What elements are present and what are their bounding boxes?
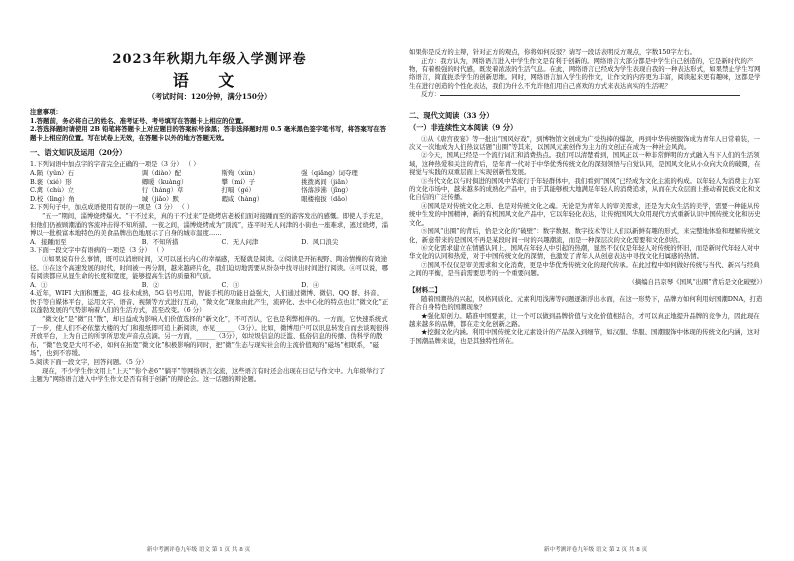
q1-opt: B.褒（xié）形 — [30, 177, 72, 186]
exam-title: 2023年秋期九年级入学测评卷 — [112, 52, 307, 67]
q1-opt: D.校（lìng）角 — [30, 194, 75, 203]
q1-options — [30, 169, 389, 203]
q1-opt: 暇咸（hàng） — [221, 194, 264, 203]
q1-opt: 调（diào）配 — [141, 168, 182, 177]
reading-para: ⑦国风不仅仅是审美需求和文化消费，更是中华优秀传统文化的现代传承。在此过程中如何做好传统与当代、新兴与经典之间的平衡，是当前需要思考的一个重要问题。 — [409, 260, 760, 278]
q3-opt: C．③ — [221, 280, 240, 289]
q1-opt: A.陨（yǔn）石 — [30, 168, 75, 177]
q1-opt: 斯殉（xùn） — [221, 168, 259, 177]
question-3: 3.下面一段文字中有语病的一项是（3 分） （ ） — [30, 246, 168, 255]
q1-opt: 攀（mí）子 — [221, 177, 256, 186]
reading-para: ③当代文化以与时俱进的国风中华流行于年轻群体中，我们看到“国风”已经成为文化主流的构成。以年轻人为消费主力军的文化市场中，越来越多的成熟化产品中，由于其能够极大地满足年轻人的消费追求，从而在大众层面上推动着民族文化和文化自信的广泛传播。 — [409, 176, 761, 202]
page-footer: 新中考测评卷九年级 语文 第 2 页 共 8 页 — [543, 547, 648, 553]
q3-opt: D．④ — [301, 280, 320, 289]
q3-opt: B．② — [141, 280, 160, 289]
q1-opt: 强（qiǎng）词夺理 — [301, 168, 358, 177]
reading-para: ①从《唐宫夜宴》等一批出“国风好戏”，到博物馆文创成为广受热捧的爆款，再到中华传统服饰成为青年人日常着装，一次又一次地成为人们热议话题“出圈”等其来，以国风元素创作为主力的文创正在成为一种社会风尚。 — [409, 134, 760, 152]
source-citation: （摘编自吕京琴《国风“出圈”背后是文化破壁》） — [628, 277, 766, 286]
pro-argument: 正方：我方认为，网络语言进入中学生作文是有利于创新的。网络语言大部分都是中学生自己创造的，它是新时代的产物，有着极强的时代感，既发着浓浓的生活气息。在此，网络语言已经成为学生表现自我的一种表达形式，如果禁止学生写网络语言，简直扼杀学生的创新思维。同时，网络语言加入学生的作文，让作文的内容更为丰富，阅读起来更有趣味，这都是学生在进行创造的个性化表达，我们为什么不允许他们用自己喜欢的方式来表达真实的生活呢？ — [409, 56, 761, 90]
q1-opt: 恪落涉沸（jǐng） — [301, 186, 352, 195]
q5-passage: 现在，不少学生作文用上“上天”“你个老6”“躺平”等网络语言交流，这些语言有时还会出现在日记与作文中。九年级举行了主题为“网络语言进入中学生作文是否有利于创新”的辩论会。这一话题的辩论题。 — [30, 366, 386, 384]
reading-para: ⑥文化需求建立在情感认同上，国风在年轻人中引起的热潮，显然不仅仅是年轻人对传统的怀旧，而是新时代年轻人对中华文化的认同和热爱，对于中国传统文化的深情，也激发了青年人从创意表达中寻找文化归属感的热情。 — [409, 243, 760, 261]
material-2-intro: 随着国潮热的兴起，风格同质化、元素利用浅薄等问题逐渐浮出水面，在这一形势下，品牌方如何利用好国潮DNA，打造符合自身特色的国潮现象？ — [409, 294, 763, 312]
notice-1: 1.答题前，务必将自己的姓名、准考证号、考号填写在答题卡上相应的位置。 — [30, 116, 248, 125]
q1-opt: 行（háng）草 — [141, 186, 184, 195]
question-4: 4.近年，WIFI 大面积覆盖，4G 技术成熟，5G 信号启用，智能手机的功能日益强大，人们通过微博、微信、QQ 群、抖音、快手等自媒体平台，运用文字、语音、视频等方式进行互动，“微文化”现象由此产生，流碎化、去中心化的特点也让“微文化”正以蓬勃发展的气势影响着人们的生活方式，甚至改变。（6 分） — [30, 289, 389, 315]
notice-heading: 注意事项： — [30, 108, 62, 116]
reading-para: ⑤国风“出圈”的背后，恰是文化的“破壁”：数字数据、数字技术等让人们以新鲜有趣的形式，来完整地体验和理解传统文化，新意带来的是国风不再是某段时间一时的兴趣潮流，而是一种深层次的文化需要和文化供给。 — [409, 227, 760, 244]
material-2-heading: 【材料二】 — [409, 286, 441, 295]
subject-title: 语 文 — [172, 71, 247, 90]
q2-opt: C．无人问津 — [221, 237, 259, 246]
q2-opt: A．接踵而至 — [30, 237, 67, 246]
material-2-item: ★强化原创力。瞄准中国要素，让一个可以做到品牌价值与文化价值相结合，才可以真正地提升品牌的竞争力，因此现在越来越多的品牌，都在走文化创新之路。 — [409, 311, 760, 328]
q3-opt: A．① — [30, 280, 48, 289]
q1-opt: 眼楼袍拔（dǎo） — [301, 194, 352, 203]
q1-opt: 卿暖（kuàng） — [141, 177, 188, 186]
q4-passage: “微文化”是“微”且“散”，却日益成为影响人们价值选择的“新文化”，不可否认，它也是利弊相伴的。一方面，它快速系统式了一步，使人们不必依靠大楼的大门和报纸即可追上新阅读，亦见______（3分）。比如，微博用户可以讯息转发自而去谈观很得开放平台，上为自己的所享所思发声音点点滴。另一方面，______（3分），如垃圾信息的泛滥、低俗信息的传播、伪科学的散布，“微”色变是大可不必，如何在拓宽“微文化”积极影响的同时，把“微”生态与现实社会的主流价值观的“磁场”相联系，“磁场”，也到不容缓。 — [30, 315, 389, 358]
notice-2: 2.答选择题时请使用 2B 铅笔将答题卡上对应题目的答案标号涂黑；答非选择题时用 0.5 毫米黑色签字笔书写，将答案写在答题卡上相应的位置。写在试卷上无效，在答题卡以外的地方答题无效。 — [30, 125, 387, 142]
material-2-item: ★挖掘文化内涵。利用中国传统文化元素设计的产品深入到细节，如汉服、华服、国潮服饰中体现的传统文化内涵，这对于国潮品牌来说，也是其独特性所在。 — [409, 328, 760, 345]
q3-options — [30, 281, 389, 290]
q1-opt: 挑拨离间（jiān） — [301, 177, 352, 186]
q3-passage: ①如果说有什么事情，既可以消磨时间，又可以延长内心的幸福感，无疑就是阅读。②阅读是开拓视野、陶冶情操的有效途径。③在这个高速发展的时代，时间被一再分割，越来越碎片化，我们迫切地需要从纷杂中找寻出时间进行阅读。④可以说，哪有阅读都应从显生命的长度和宽度，能够提高生活的质量和气质。 — [30, 254, 388, 281]
section-1-heading: 一、语文知识及运用（20分） — [30, 148, 127, 158]
question-1: 1.下列词语中加点字的字音完全正确的一项是（3 分） （ ） — [30, 160, 200, 169]
q1-opt: 打嗝（gé） — [221, 186, 255, 195]
page-footer: 新中考测评卷九年级 语文 第 1 页 共 8 页 — [146, 547, 251, 553]
q2-opt: D．风口浪尖 — [301, 237, 339, 246]
reading-para: ②今天，国风已经是一个流行词汇和消费热点。我们可以清楚看到，国风正以一种非常鲜明的方式融入当下人们的生活领域，这种热爱和关注的背后，是年青一代对于中华优秀传统文化的深刻领悟与自觉认同，是国风文化从小众向大众的破圈，在视觉与实践的双重层面上实现创新性发展。 — [409, 151, 761, 177]
reading-para: ④国风是对传统文化之形、也是对传统文化之魂。无论是为青年人的审美需求，还是为大众生活的美学，需要一种能从传统中生发的中国精神，新的有机国风文化产品中，它以年轻化表达，让传统国风大众用现代方式重新认识中国传统文化和历史文化。 — [409, 201, 761, 227]
q2-passage: “五一”期间，淄博烧烤爆火。“干不过来，真的干不过来”是烧烤店老板们面对接踵而至的游客发出的感慨。即使人手充足，但他们仍被顾潮涌的客流冲击得不知所措。一夜之间，淄博烧烤成为“顶流”，连平时无人问津的小街也一座难求，逃过烧烤，淄博以一批极富本地特色的美食品牌出色地展示了自身的城市温度…… — [30, 211, 389, 238]
question-5: 5.阅读下面一段文字，回答问题。（5 分） — [30, 358, 148, 367]
question-2: 2.下列句子中，加点成语使用有误的一项是（3 分） （ ） — [30, 203, 194, 212]
q1-opt: C.禽（chù）立 — [30, 186, 75, 195]
answer-blank[interactable] — [440, 95, 740, 96]
debate-prompt: 如果你是反方的主辩，针对正方的观点，你将如何反驳？请写一段话表明反方观点，字数150字左右。 — [409, 48, 696, 56]
page-2 — [397, 0, 794, 561]
q1-opt: 城（jiǎo）默 — [141, 194, 179, 203]
exam-info: （考试时间：120分钟，满分150分） — [147, 92, 272, 101]
q2-opt: B．不知所措 — [141, 237, 179, 246]
subsection-1-heading: （一）非连续性文本阅读（9 分） — [409, 122, 518, 132]
con-answer-line — [409, 90, 766, 98]
section-2-heading: 二、现代文阅读（33 分） — [409, 110, 494, 120]
con-label: 反方： — [421, 90, 441, 99]
